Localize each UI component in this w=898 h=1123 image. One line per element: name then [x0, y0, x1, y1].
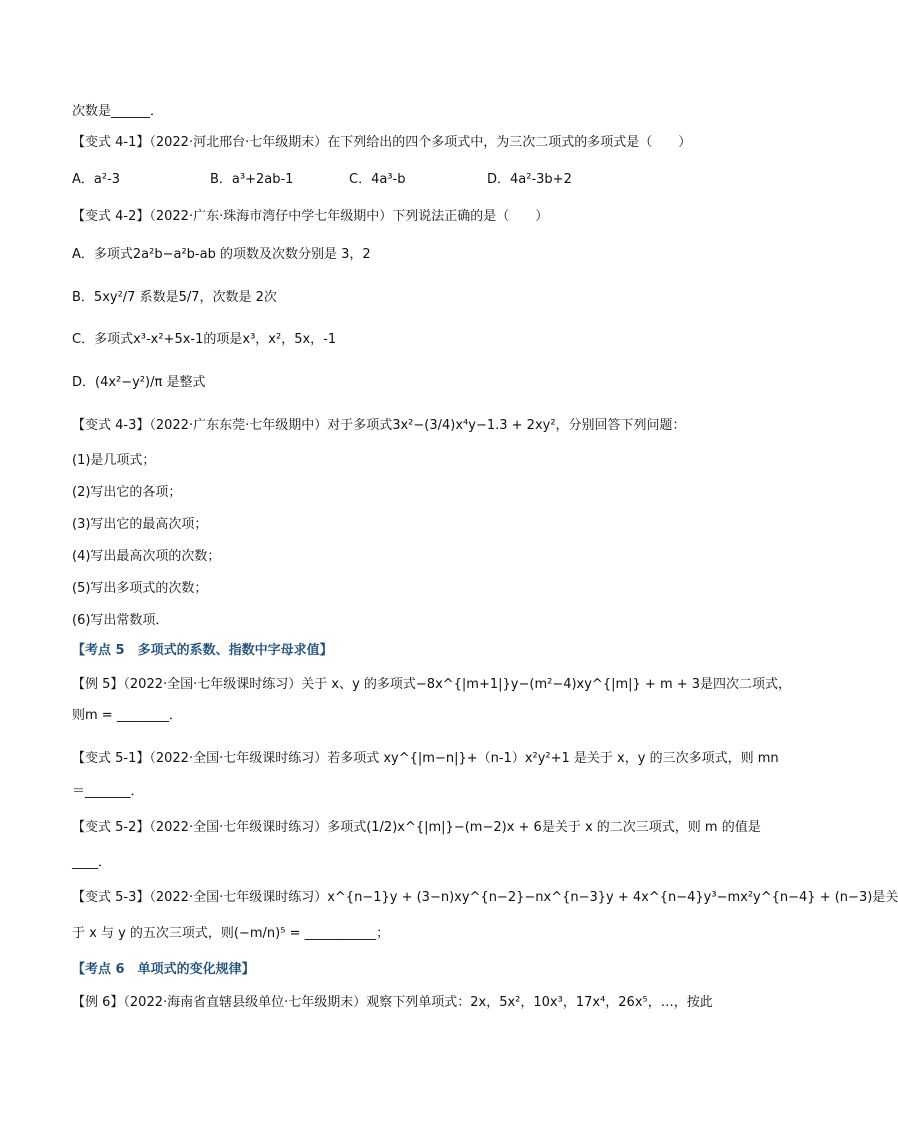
variant-5-1: 【变式 5-1】（2022·全国·七年级课时练习）若多项式 xy^{|m−n|}+（n-1）x²y²+1 是关于 x，y 的三次多项式，则 mn: [72, 751, 779, 766]
question-6: (6)写出常数项．: [72, 613, 169, 628]
variant-5-2: 【变式 5-2】（2022·全国·七年级课时练习）多项式(1/2)x^{|m|}−(m−2)x + 6是关于 x 的二次三项式，则 m 的值是: [72, 820, 761, 835]
question-1: (1)是几项式；: [72, 453, 156, 468]
line-blank-degree: 次数是______．: [72, 104, 164, 119]
question-4: (4)写出最高次项的次数；: [72, 549, 221, 564]
option-a: A．多项式2a²b−a²b-ab 的项数及次数分别是 3，2: [72, 247, 371, 262]
example-6: 【例 6】（2022·海南省直辖县级单位·七年级期末）观察下列单项式：2x，5x²，10x³，17x⁴，26x⁵，…，按此: [72, 995, 713, 1010]
section-heading-6: 【考点 6 单项式的变化规律】: [72, 962, 255, 977]
question-2: (2)写出它的各项；: [72, 485, 182, 500]
question-5: (5)写出多项式的次数；: [72, 581, 208, 596]
option-c: C．4a³-b: [349, 172, 406, 187]
variant-4-2: 【变式 4-2】（2022·广东·珠海市湾仔中学七年级期中）下列说法正确的是（ ）: [72, 209, 549, 224]
example-5: 【例 5】（2022·全国·七年级课时练习）关于 x、y 的多项式−8x^{|m+1|}y−(m²−4)xy^{|m|} + m + 3是四次二项式，: [72, 677, 792, 692]
question-3: (3)写出它的最高次项；: [72, 517, 208, 532]
variant-5-1-answer: ＝_______．: [72, 784, 144, 799]
variant-4-1: 【变式 4-1】（2022·河北邢台·七年级期末）在下列给出的四个多项式中，为三次二项式的多项式是（ ）: [72, 135, 692, 150]
variant-4-3: 【变式 4-3】（2022·广东东莞·七年级期中）对于多项式3x²−(3/4)x⁴y−1.3 + 2xy²，分别回答下列问题：: [72, 418, 686, 433]
option-a: A．a²-3: [72, 172, 121, 187]
section-heading-5: 【考点 5 多项式的系数、指数中字母求值】: [72, 643, 333, 658]
variant-5-3-answer: 于 x 与 y 的五次三项式，则(−m/n)⁵ = ___________；: [72, 926, 390, 941]
option-b: B．a³+2ab-1: [210, 172, 294, 187]
example-5-answer: 则m = ________．: [72, 708, 182, 723]
option-c: C．多项式x³-x²+5x-1的项是x³，x²，5x，-1: [72, 332, 337, 347]
variant-5-3: 【变式 5-3】（2022·全国·七年级课时练习）x^{n−1}y + (3−n)xy^{n−2}−nx^{n−3}y + 4x^{n−4}y³−mx²y^{n−4} + (n−3)是关: [72, 890, 898, 905]
option-d: D．4a²-3b+2: [487, 172, 572, 187]
option-d: D．(4x²−y²)/π 是整式: [72, 375, 206, 390]
variant-5-2-answer: ____．: [72, 855, 112, 870]
option-b: B．5xy²/7 系数是5/7，次数是 2次: [72, 290, 277, 305]
